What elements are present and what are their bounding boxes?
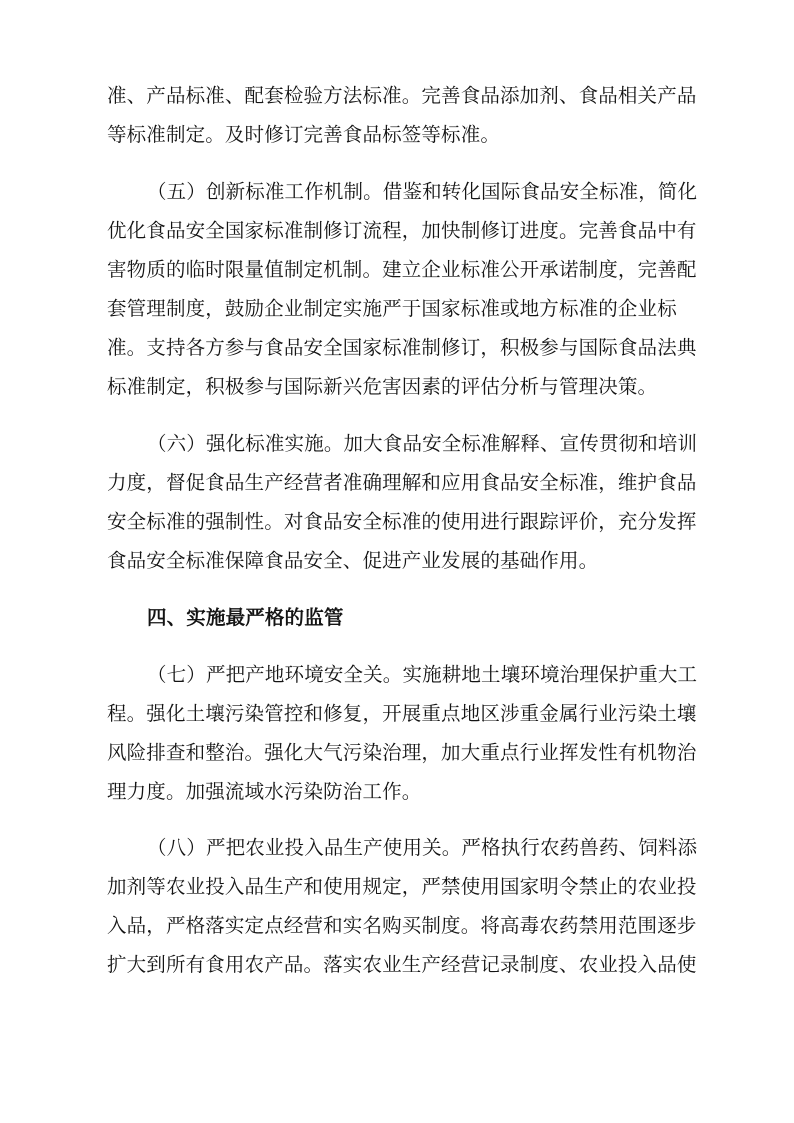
text-line: 优化食品安全国家标准制修订流程，加快制修订进度。完善食品中有 bbox=[107, 219, 697, 242]
text-line: （七）严把产地环境安全关。实施耕地土壤环境治理保护重大工 bbox=[147, 663, 698, 686]
text-line: （五）创新标准工作机制。借鉴和转化国际食品安全标准，简化 bbox=[147, 180, 698, 203]
text-line: 力度，督促食品生产经营者准确理解和应用食品安全标准，维护食品 bbox=[107, 471, 697, 494]
text-line: （六）强化标准实施。加大食品安全标准解释、宣传贯彻和培训 bbox=[147, 432, 698, 455]
text-line: 准。支持各方参与食品安全国家标准制修订，积极参与国际食品法典 bbox=[107, 336, 697, 359]
text-line: 加剂等农业投入品生产和使用规定，严禁使用国家明令禁止的农业投 bbox=[107, 875, 697, 898]
text-line: 入品，严格落实定点经营和实名购买制度。将高毒农药禁用范围逐步 bbox=[107, 914, 697, 937]
text-line: 套管理制度，鼓励企业制定实施严于国家标准或地方标准的企业标 bbox=[107, 297, 677, 320]
text-line: 程。强化土壤污染管控和修复，开展重点地区涉重金属行业污染土壤 bbox=[107, 702, 697, 725]
section-heading: 四、实施最严格的监管 bbox=[147, 606, 344, 629]
text-line: 等标准制定。及时修订完善食品标签等标准。 bbox=[107, 123, 501, 146]
text-line: （八）严把农业投入品生产使用关。严格执行农药兽药、饲料添 bbox=[147, 836, 698, 859]
text-line: 风险排查和整治。强化大气污染治理，加大重点行业挥发性有机物治 bbox=[107, 741, 697, 764]
text-line: 扩大到所有食用农产品。落实农业生产经营记录制度、农业投入品使 bbox=[107, 953, 697, 976]
text-line: 理力度。加强流域水污染防治工作。 bbox=[107, 780, 422, 803]
text-line: 安全标准的强制性。对食品安全标准的使用进行跟踪评价，充分发挥 bbox=[107, 510, 697, 533]
text-line: 害物质的临时限量值制定机制。建立企业标准公开承诺制度，完善配 bbox=[107, 258, 697, 281]
text-line: 准、产品标准、配套检验方法标准。完善食品添加剂、食品相关产品 bbox=[107, 84, 697, 107]
text-line: 标准制定，积极参与国际新兴危害因素的评估分析与管理决策。 bbox=[107, 375, 658, 398]
text-line: 食品安全标准保障食品安全、促进产业发展的基础作用。 bbox=[107, 549, 599, 572]
